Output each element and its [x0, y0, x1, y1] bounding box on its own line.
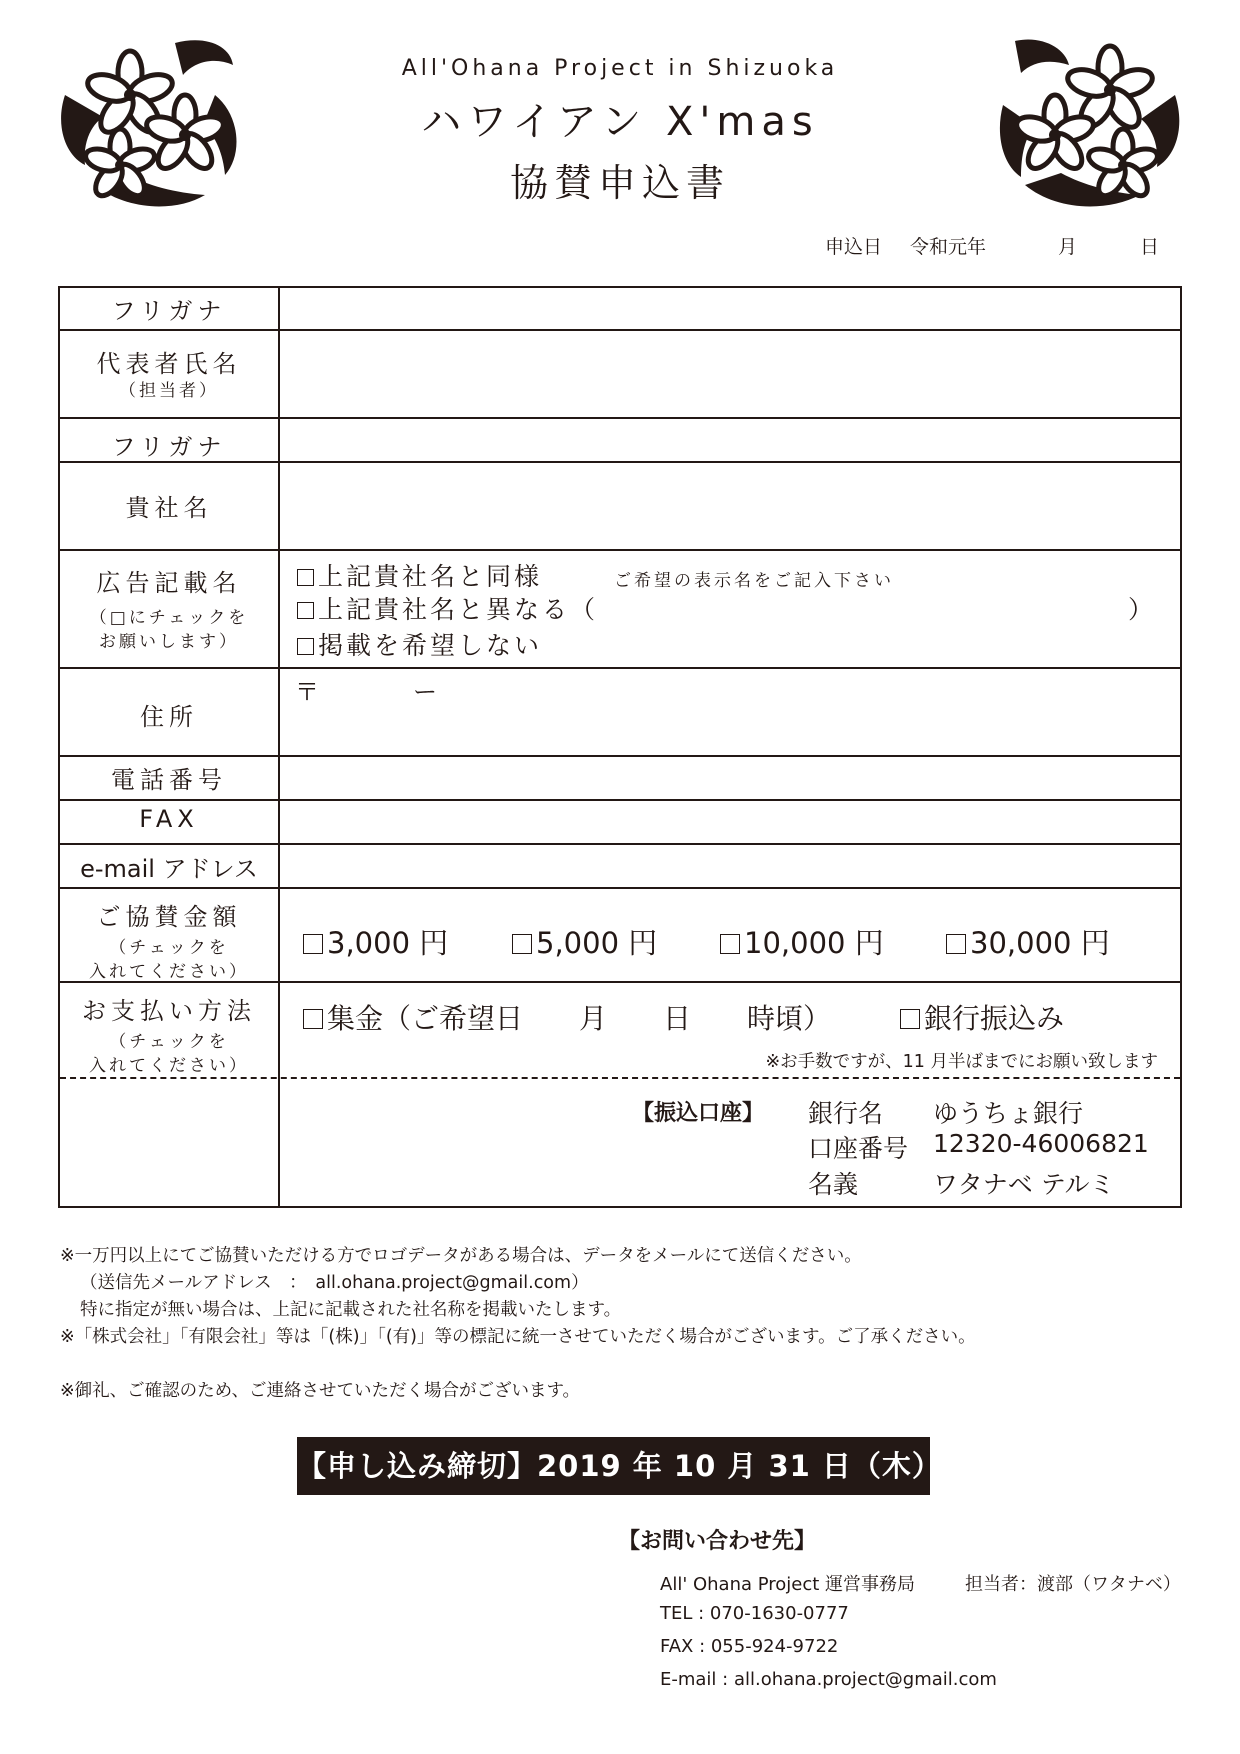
row-divider	[58, 549, 1182, 551]
contact-fax: FAX : 055-924-9722	[660, 1636, 839, 1657]
checkbox[interactable]	[297, 638, 314, 655]
ad-option-none[interactable]: 掲載を希望しない	[297, 626, 542, 662]
form-title: 協賛申込書	[509, 161, 730, 205]
checkbox[interactable]	[720, 934, 740, 954]
checkbox[interactable]	[946, 934, 966, 954]
checkbox[interactable]	[303, 1009, 323, 1029]
checkbox[interactable]	[900, 1009, 920, 1029]
row-divider	[58, 887, 1182, 889]
email-input[interactable]	[282, 847, 1178, 885]
label-furigana-rep: フリガナ	[111, 297, 227, 325]
furigana-company-input[interactable]	[282, 421, 1178, 459]
account-number-label: 口座番号	[808, 1134, 909, 1163]
ad-hint: ご希望の表示名をご記入下さい	[614, 571, 894, 591]
label-address: 住所	[140, 703, 198, 731]
amount-10000[interactable]: 10,000 円	[720, 921, 884, 962]
amount-30000[interactable]: 30,000 円	[946, 921, 1110, 962]
application-date-day: 日	[1140, 236, 1160, 258]
checkbox[interactable]	[297, 602, 314, 619]
project-name: All'Ohana Project in Shizuoka	[401, 56, 839, 81]
amount-5000[interactable]: 5,000 円	[512, 921, 657, 962]
ad-option-close-paren: ）	[1128, 595, 1157, 624]
bank-name-value: ゆうちょ銀行	[933, 1099, 1084, 1128]
account-holder-label: 名義	[808, 1170, 859, 1199]
row-divider	[58, 843, 1182, 845]
note-email: （送信先メールアドレス ： all.ohana.project@gmail.com）	[80, 1273, 589, 1293]
deadline-banner: 【申し込み締切】2019 年 10 月 31 日（木）	[297, 1437, 930, 1495]
row-divider	[58, 755, 1182, 757]
bank-name-label: 銀行名	[808, 1099, 884, 1128]
contact-heading: 【お問い合わせ先】	[618, 1529, 817, 1554]
amount-3000[interactable]: 3,000 円	[303, 921, 448, 962]
application-date-month: 月	[1058, 236, 1078, 258]
contact-email: E-mail : all.ohana.project@gmail.com	[660, 1669, 997, 1690]
event-title: ハワイアン X'mas	[421, 99, 819, 145]
note-default-name: 特に指定が無い場合は、上記に記載された社名称を掲載いたします。	[80, 1300, 622, 1320]
ad-option-different[interactable]: 上記貴社名と異なる（	[297, 590, 598, 626]
form-column-divider	[278, 286, 280, 1208]
rep-name-input[interactable]	[282, 333, 1178, 415]
checkbox[interactable]	[512, 934, 532, 954]
row-divider	[58, 799, 1182, 801]
address-input[interactable]	[282, 705, 1178, 753]
ad-option-same[interactable]: 上記貴社名と同様	[297, 557, 542, 593]
application-date-era: 令和元年	[910, 236, 987, 258]
application-date-label: 申込日	[825, 236, 883, 258]
payment-collect[interactable]: 集金（ご希望日 月 日 時頃）	[303, 997, 831, 1037]
contact-person: 担当者：渡部（ワタナベ）	[965, 1574, 1181, 1595]
contact-org: All' Ohana Project 運営事務局	[660, 1574, 916, 1595]
row-divider	[58, 329, 1182, 331]
label-company: 貴社名	[125, 494, 213, 522]
bank-heading: 【振込口座】	[632, 1101, 765, 1126]
note-company-abbrev: ※「株式会社」「有限会社」等は「(株)」「(有)」等の標記に統一させていただく場合がございます。ご了承ください。	[60, 1327, 976, 1347]
label-amount: ご協賛金額 （チェックを 入れてください）	[89, 903, 249, 982]
phone-input[interactable]	[282, 759, 1178, 797]
row-divider	[58, 667, 1182, 669]
postal-mark: 〒	[295, 678, 319, 706]
note-logo: ※一万円以上にてご協賛いただける方でロゴデータがある場合は、データをメールにて送信ください。	[60, 1246, 862, 1266]
label-furigana-company: フリガナ	[111, 433, 227, 461]
label-payment: お支払い方法 （チェックを 入れてください）	[82, 997, 256, 1076]
payment-bank-transfer[interactable]: 銀行振込み	[900, 997, 1064, 1037]
checkbox[interactable]	[297, 569, 314, 586]
payment-note: ※お手数ですが、11 月半ばまでにお願い致します	[765, 1052, 1158, 1072]
postal-dash: ー	[413, 678, 437, 706]
account-holder-value: ワタナベ テルミ	[933, 1170, 1115, 1199]
label-email: e-mail アドレス	[80, 855, 258, 883]
note-contact: ※御礼、ご確認のため、ご連絡させていただく場合がございます。	[60, 1381, 581, 1401]
contact-tel: TEL : 070-1630-0777	[660, 1603, 849, 1624]
account-number-value: 12320-46006821	[933, 1129, 1149, 1158]
label-ad-name: 広告記載名 （□にチェックを お願いします）	[89, 569, 249, 652]
company-name-input[interactable]	[282, 465, 1178, 547]
label-rep-name: 代表者氏名 （担当者）	[96, 350, 242, 401]
label-fax: FAX	[139, 805, 199, 833]
row-divider	[58, 417, 1182, 419]
fax-input[interactable]	[282, 803, 1178, 841]
furigana-rep-input[interactable]	[282, 289, 1178, 327]
label-phone: 電話番号	[111, 766, 227, 794]
checkbox[interactable]	[303, 934, 323, 954]
